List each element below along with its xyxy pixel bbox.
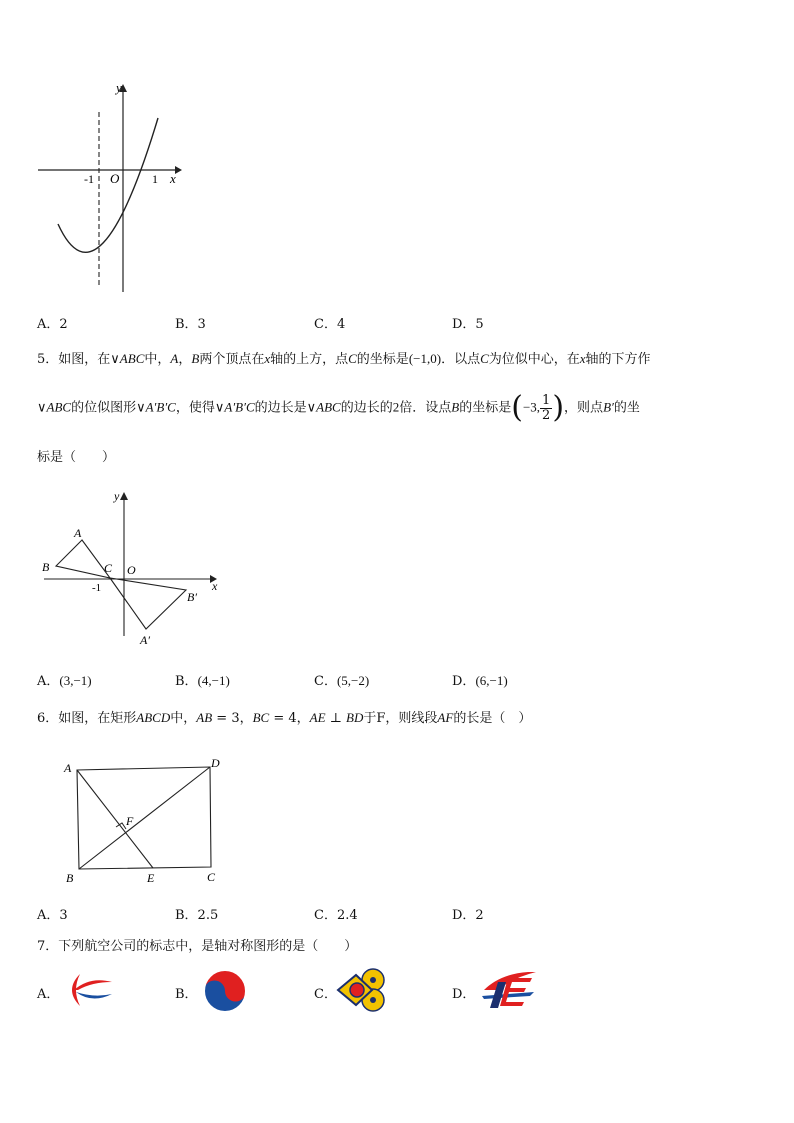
logo-c-dot [370,997,376,1003]
option-letter: A． [37,674,60,689]
origin-label: O [110,171,120,186]
paren-left: ( [511,390,523,425]
label-f: F [126,814,134,828]
triangle-a-prime-b-prime-c-shape [110,578,186,629]
q5-text: 中， [144,352,171,367]
label-o: O [127,563,136,577]
q6-number: 6． [37,711,59,726]
tick-neg1-label: -1 [84,172,94,186]
segment-af: AF [437,710,454,725]
q5-line-1 [37,348,651,367]
triangle-abc: ∨ABC [37,399,72,415]
q5-option-a[interactable] [37,670,92,689]
q6-text: 如图，在矩形 [58,711,137,726]
perp-symbol: ⊥ [325,711,347,726]
q5-text: 的坐标是 [459,400,512,416]
point-c: C [480,351,489,366]
parabola-curve [58,118,158,252]
q5-similar-triangles-figure [36,486,226,650]
x-axis-arrow [175,166,182,174]
q5-text: 的位似图形 [71,400,137,416]
q4-option-b[interactable]: B．3 [175,317,206,332]
option-value: (6,−1) [475,673,508,688]
q5-text: 的坐 [613,400,640,416]
triangle-a-prime: ∨A′B′C [136,399,176,415]
label-c: C [104,561,113,575]
q7-question: 7．下列航空公司的标志中，是轴对称图形的是（ ） [37,939,358,954]
q5-text: ．以点 [441,352,481,367]
point-a: A [170,351,179,366]
logo-c-dot [370,977,376,983]
option-value: (3,−1) [59,673,92,688]
y-axis-arrow [120,492,128,500]
q6-option-b[interactable]: B．2.5 [175,908,219,923]
label-d: D [211,756,220,770]
q5-text: 轴的上方，点 [270,352,349,367]
triangle-a-prime: ∨A′B′C [214,399,255,415]
logo-a-icon [62,972,114,1008]
logo-a-blue-swoosh [76,992,112,999]
option-value: (5,−2) [336,673,370,688]
ratio-two: 2 [392,399,400,415]
q6-eq: = 3， [212,711,253,726]
q5-text: ，使得 [175,400,215,416]
x-axis-label: x [170,171,176,186]
q7-option-c[interactable]: C． [314,987,337,1002]
q5-option-b[interactable] [175,670,230,689]
q5-option-d[interactable] [452,670,508,689]
option-letter: D． [452,674,476,689]
triangle-abc: ∨ABC [110,351,145,366]
label-b: B [42,560,50,574]
q5-number: 5． [37,352,59,367]
fraction-half [540,394,552,423]
fraction-numerator: 1 [542,392,551,408]
q5-sep: ， [178,352,192,367]
paren-right: ) [552,390,565,425]
q4-option-a[interactable]: A．2 [37,317,68,332]
q5-text: 的坐标是 [356,352,409,367]
logo-b-icon [202,968,248,1014]
q4-option-d[interactable]: D．5 [452,317,484,332]
x-var: x [264,351,271,366]
label-e: E [147,871,155,885]
option-value: (4,−1) [197,673,230,688]
tick-1-label: 1 [152,172,158,186]
q5-line-3: 标是（ ） [37,450,116,465]
q7-option-d[interactable]: D． [452,987,476,1002]
segment-ae: AE [309,710,326,725]
q5-line-2 [37,390,640,425]
q5-option-c[interactable] [314,670,369,689]
x-var: x [579,351,586,366]
segment-bc: BC [252,710,270,725]
q6-option-a[interactable]: A．3 [37,908,68,923]
q6-rectangle-figure [60,752,235,887]
q5-text: ，则点 [564,400,604,416]
logo-c-icon [336,967,388,1013]
q5-text: 轴的下方作 [585,352,651,367]
point-c: C [348,351,357,366]
option-letter: C． [314,674,337,689]
q6-text: 中， [170,711,197,726]
q6-eq: = 4， [269,711,310,726]
label-a: A [74,526,82,540]
fraction-denominator: 2 [542,407,551,423]
label-c: C [207,870,216,884]
q5-text: 两个顶点在 [199,352,265,367]
q4-option-c[interactable]: C．4 [314,317,346,332]
option-letter: B． [175,674,198,689]
q5-text: 的边长是 [254,400,307,416]
q6-option-c[interactable]: C．2.4 [314,908,358,923]
point-b-prime: B′ [603,399,614,415]
q6-text: 的长是（ ） [453,711,532,726]
label-b: B [66,871,74,885]
logo-a-red-swoosh [74,980,112,990]
coord-b-x: −3, [522,399,541,415]
triangle-abc: ∨ABC [306,399,341,415]
q6-question [37,707,531,726]
segment-ab: AB [196,710,213,725]
logo-c-red-center [350,983,364,997]
q6-text: 于F，则线段 [363,711,438,726]
label-y: y [114,489,120,503]
label-a: A [64,761,72,775]
diagonal-bd [79,767,210,869]
q5-text: 如图，在 [58,352,111,367]
q5-text: 的边长的 [340,400,393,416]
q6-option-d[interactable]: D．2 [452,908,484,923]
segment-ae-line [77,770,153,868]
logo-d-icon [478,968,540,1012]
q7-option-a[interactable]: A． [37,987,60,1002]
coord-c: (−1,0) [408,351,442,366]
segment-bd: BD [346,710,364,725]
label-b-prime: B′ [187,590,197,604]
y-axis-label: y [116,80,122,95]
q5-text: 为位似中心，在 [488,352,580,367]
label-x: x [212,579,218,593]
q7-option-b[interactable]: B． [175,987,198,1002]
label-neg1: -1 [92,582,102,594]
point-b: B [191,351,200,366]
rect-abcd: ABCD [136,710,171,725]
q5-text: 倍．设点 [399,400,452,416]
point-b: B [451,399,460,415]
triangle-abc-shape [56,540,110,578]
label-a-prime: A′ [140,633,150,647]
q4-parabola-graph [30,78,190,298]
